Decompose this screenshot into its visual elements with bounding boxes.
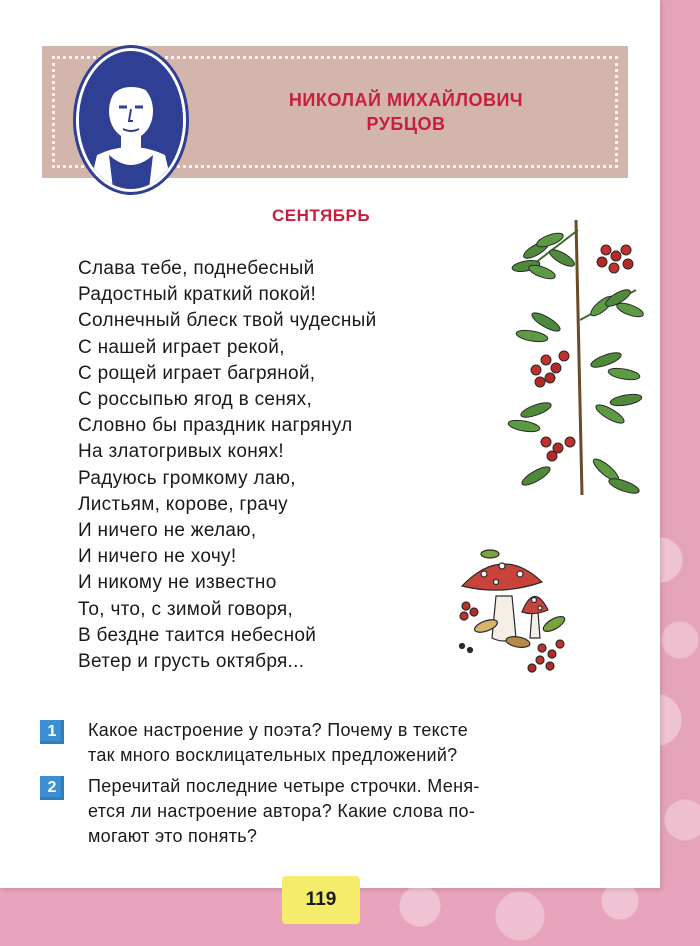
poem-text	[78, 256, 498, 675]
author-name-line-2: РУБЦОВ	[366, 114, 446, 134]
author-name-line-1: НИКОЛАЙ МИХАЙЛОВИЧ	[288, 90, 524, 110]
poem-line: Листьям, корове, грачу	[78, 493, 288, 515]
poem-line: На златогривых конях!	[78, 441, 284, 463]
poem-line: И ничего не желаю,	[78, 520, 257, 542]
question-line: так много восклицательных предложений?	[88, 745, 458, 765]
question-number-badge: 1	[40, 720, 64, 744]
question-line: могают это понять?	[88, 826, 258, 846]
poem-line: И ничего не хочу!	[78, 546, 237, 568]
question-line: Перечитай последние четыре строчки. Меня-	[88, 776, 480, 796]
question-number-badge: 2	[40, 776, 64, 800]
question-line: Какое настроение у поэта? Почему в тексте	[88, 720, 469, 740]
poem-line: В бездне таится небесной	[78, 624, 317, 646]
poem-line: То, что, с зимой говоря,	[78, 598, 294, 620]
portrait-drawing	[79, 51, 183, 189]
poem-line: Радостный краткий покой!	[78, 284, 317, 306]
question-line: ется ли настроение автора? Какие слова по-	[88, 801, 476, 821]
poem-line: Слава тебе, поднебесный	[78, 258, 315, 279]
question-text	[88, 718, 638, 768]
poem-line: С нашей играет рекой,	[78, 336, 285, 358]
question-text	[88, 774, 638, 849]
poem-line: Ветер и грусть октября...	[78, 651, 305, 673]
rowan-branch-illustration	[506, 210, 646, 500]
poem-line: Радуюсь громкому лаю,	[78, 467, 296, 489]
poem-line: С россыпью ягод в сенях,	[78, 389, 313, 411]
poem-line: С рощей играет багряной,	[78, 362, 316, 384]
author-portrait	[76, 48, 186, 192]
page-number: 119	[282, 876, 360, 924]
poem-line: Солнечный блеск твой чудесный	[78, 310, 377, 332]
poem-title: СЕНТЯБРЬ	[272, 206, 371, 225]
mushrooms-illustration	[456, 546, 576, 676]
poem-line: Словно бы праздник нагрянул	[78, 415, 353, 437]
poem-line: И никому не известно	[78, 572, 277, 594]
author-name	[236, 88, 576, 136]
